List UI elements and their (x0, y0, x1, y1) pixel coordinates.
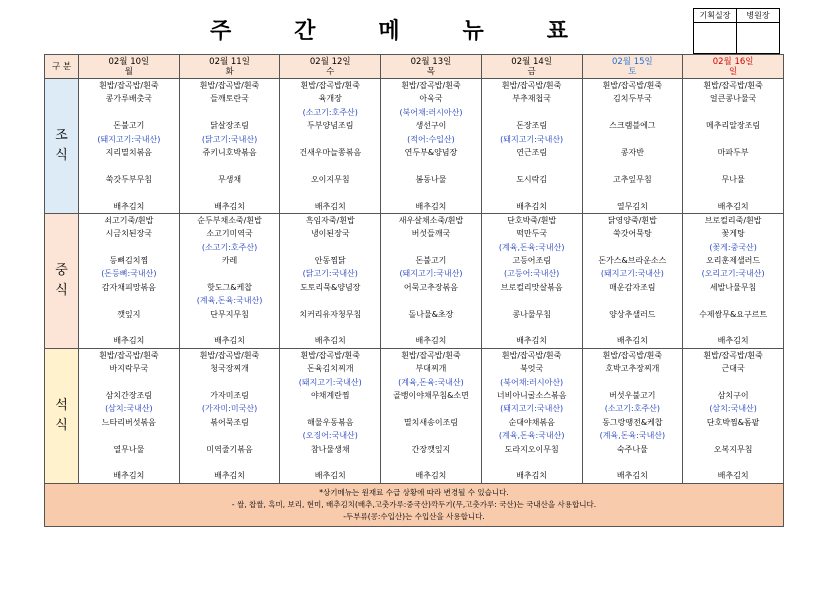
menu-item: 핫도그&케찹 (207, 282, 252, 292)
menu-item: 흰밥/잡곡밥/흰죽 (99, 350, 159, 360)
menu-item: 배추김치 (717, 201, 749, 211)
menu-item (683, 106, 783, 119)
origin-note: (닭고기:국내산) (201, 134, 258, 144)
menu-item: 꽃게탕 (721, 229, 745, 239)
menu-item: 삼치간장조림 (105, 390, 153, 400)
menu-item (280, 294, 380, 307)
menu-item (482, 186, 582, 199)
menu-item (79, 106, 179, 119)
menu-item: 야채계란찜 (310, 390, 350, 400)
menu-item: 배추김치 (214, 201, 246, 211)
menu-item (381, 294, 481, 307)
day-of-week: 금 (527, 66, 536, 77)
menu-item: 들깨토란국 (210, 94, 249, 104)
menu-item: 얼큰콩나물국 (709, 94, 757, 104)
menu-item (583, 294, 683, 307)
menu-item: 배추김치 (113, 336, 145, 346)
menu-item: 볶어묵조림 (210, 417, 249, 427)
menu-item: 순두부채소죽/흰밥 (197, 215, 262, 225)
day-date: 02월 11일 (209, 56, 250, 67)
footer-row (45, 483, 784, 526)
day-of-week: 목 (426, 66, 436, 77)
title-char: 주 (210, 19, 234, 44)
day-of-week: 일 (729, 66, 738, 77)
menu-item (583, 241, 683, 254)
menu-item: 간장깻잎지 (411, 444, 451, 454)
menu-item: 두부양념조림 (307, 121, 354, 131)
day-date: 02월 12일 (309, 56, 351, 67)
origin-note: (돼지고기:국내산) (399, 269, 463, 279)
menu-item (79, 159, 179, 172)
menu-item: 오이지무침 (310, 174, 350, 184)
menu-item (583, 159, 683, 172)
menu-item: 떡만두국 (516, 229, 548, 239)
menu-item: 스크램블에그 (609, 121, 656, 131)
menu-item: 근대국 (721, 364, 745, 374)
menu-item (683, 429, 783, 442)
menu-cell (179, 348, 280, 483)
menu-cell (79, 213, 180, 348)
menu-item: 치커리유자청무침 (299, 309, 362, 319)
menu-item: 돈불고기 (415, 256, 447, 266)
menu-item: 어묵고추장볶음 (403, 282, 459, 292)
menu-item: 배추김치 (415, 201, 447, 211)
origin-note: (가자미:미국산) (201, 404, 258, 414)
footer-notes (45, 483, 784, 526)
meal-label (45, 348, 79, 483)
menu-item: 배추김치 (717, 471, 749, 481)
menu-item (381, 456, 481, 469)
menu-item: 배추김치 (415, 471, 447, 481)
menu-item (381, 186, 481, 199)
approval-signature-slot (737, 23, 780, 54)
menu-item: 배추김치 (113, 471, 145, 481)
menu-item (381, 429, 481, 442)
menu-item (180, 159, 280, 172)
day-header (381, 55, 482, 79)
meal-label-char: 석 (55, 397, 68, 413)
menu-item: 북엇국 (520, 364, 544, 374)
menu-item: 흰밥/잡곡밥/흰죽 (300, 81, 360, 90)
menu-item (482, 294, 582, 307)
origin-note: (계육,돈육:국내산) (599, 431, 666, 441)
origin-note: (계육,돈육:국내산) (398, 377, 464, 387)
menu-item: 안동찜닭 (314, 256, 346, 266)
menu-item: 소고기미역국 (206, 229, 253, 239)
menu-item: 배추김치 (314, 336, 346, 346)
meal-label-char: 식 (55, 417, 68, 433)
weekly-menu-table (44, 54, 784, 527)
menu-item (280, 456, 380, 469)
day-of-week: 화 (225, 66, 234, 77)
menu-cell (280, 213, 381, 348)
menu-item (482, 106, 582, 119)
menu-item (683, 456, 783, 469)
menu-item: 도라지오이무침 (504, 444, 559, 454)
menu-cell (79, 348, 180, 483)
menu-cell (381, 79, 482, 214)
menu-item: 쇠고기죽/흰밥 (104, 215, 154, 225)
menu-item: 새우살채소죽/흰밥 (398, 215, 464, 225)
origin-note: (북어채:러시아산) (399, 107, 463, 117)
menu-cell (280, 348, 381, 483)
menu-item (583, 321, 683, 334)
menu-item: 도토리묵&양념장 (300, 282, 361, 292)
menu-item: 숙주나물 (616, 444, 648, 454)
menu-item: 배추김치 (415, 336, 447, 346)
menu-item (180, 267, 280, 280)
menu-item: 배추김치 (214, 471, 246, 481)
menu-item: 미역줄기볶음 (206, 444, 253, 454)
menu-item: 육개장 (318, 94, 342, 104)
menu-item: 배추김치 (516, 201, 548, 211)
menu-item: 아욱국 (419, 94, 443, 104)
menu-cell (79, 79, 180, 214)
menu-item (180, 456, 280, 469)
menu-item: 열무김치 (616, 201, 648, 211)
menu-cell (582, 213, 683, 348)
menu-item: 느타리버섯볶음 (101, 417, 156, 427)
meal-label (45, 213, 79, 348)
menu-item: 무나물 (721, 174, 745, 184)
menu-item (79, 321, 179, 334)
menu-item (381, 321, 481, 334)
menu-item (583, 376, 683, 389)
menu-item: 배추김치 (616, 336, 648, 346)
menu-item: 수제쌈무&요구르트 (699, 309, 768, 319)
day-header (79, 55, 180, 79)
menu-cell (683, 348, 784, 483)
title-char: 뉴 (462, 19, 486, 44)
menu-item: 오리훈제샐러드 (706, 256, 761, 266)
menu-item: 순대야채볶음 (508, 417, 555, 427)
approval-label: 병원장 (737, 9, 780, 23)
menu-item: 흰밥/잡곡밥/흰죽 (199, 81, 260, 90)
menu-cell (179, 79, 280, 214)
menu-cell (381, 213, 482, 348)
origin-note: (오징어:국내산) (302, 431, 358, 441)
menu-item (79, 376, 179, 389)
origin-note: (돼지고기:국내산) (500, 134, 564, 144)
origin-note: (소고기:호주산) (604, 404, 661, 414)
menu-item (180, 186, 280, 199)
menu-item: 지리멸치볶음 (105, 147, 153, 157)
menu-item: 흰밥/잡곡밥/흰죽 (501, 350, 562, 360)
menu-item: 흰밥/잡곡밥/흰죽 (602, 81, 663, 90)
menu-item: 닭영양죽/흰밥 (607, 215, 657, 225)
menu-item (280, 133, 380, 146)
menu-item (583, 186, 683, 199)
menu-item: 버섯우불고기 (609, 390, 656, 400)
origin-note: (소고기:호주산) (201, 242, 258, 252)
menu-item: 호박고추장찌개 (605, 364, 660, 374)
menu-cell (481, 348, 582, 483)
menu-item (482, 159, 582, 172)
menu-item: 냉이된장국 (310, 229, 350, 239)
menu-item: 배추김치 (214, 336, 246, 346)
origin-note: (돼지고기:국내산) (500, 404, 564, 414)
menu-item: 닭살장조림 (210, 121, 249, 131)
menu-item: 세발나물무침 (709, 282, 757, 292)
menu-item: 봄동나물 (415, 174, 447, 184)
menu-item: 연근조림 (516, 147, 548, 157)
menu-item: 돈장조림 (516, 121, 548, 131)
menu-item: 돌나물&초장 (408, 309, 454, 319)
menu-item (180, 321, 280, 334)
menu-item: 단무지무침 (210, 309, 249, 319)
menu-item: 쥬키니호박볶음 (202, 147, 257, 157)
day-header (179, 55, 280, 79)
menu-item: 부대찌개 (415, 364, 447, 374)
origin-note: (계육,돈육:국내산) (196, 296, 263, 306)
meal-label-char: 식 (55, 147, 68, 163)
menu-item: 무생채 (217, 174, 242, 184)
origin-note: (돼지고기:국내산) (298, 377, 362, 387)
meal-row (45, 213, 784, 348)
menu-item (180, 106, 280, 119)
menu-item (381, 159, 481, 172)
menu-item (583, 106, 683, 119)
menu-item (683, 186, 783, 199)
menu-item: 콩자반 (620, 147, 644, 157)
menu-item: 김치두부국 (613, 94, 652, 104)
menu-item: 생선구이 (415, 121, 447, 131)
menu-item: 콩가루배춧국 (105, 94, 153, 104)
menu-item (79, 456, 179, 469)
origin-note: (계육,돈육:국내산) (498, 431, 565, 441)
menu-item: 쑥갓어묵탕 (613, 229, 652, 239)
meal-label-char: 조 (55, 127, 68, 143)
menu-item (381, 241, 481, 254)
approval-label: 기획실장 (694, 9, 737, 23)
menu-cell (683, 213, 784, 348)
menu-item: 배추김치 (314, 201, 346, 211)
meal-label-char: 중 (55, 262, 68, 278)
menu-item: 골뱅이야채무침&소면 (393, 390, 469, 400)
menu-item: 멸치새송이조림 (403, 417, 459, 427)
origin-note: (북어채:러시아산) (500, 377, 564, 387)
origin-note: (돼지고기:국내산) (97, 134, 161, 144)
meal-row (45, 79, 784, 214)
menu-cell (683, 79, 784, 214)
day-date: 02월 16일 (712, 56, 754, 67)
menu-item: 깻잎지 (117, 309, 141, 319)
day-header (481, 55, 582, 79)
day-of-week: 토 (628, 66, 637, 77)
menu-item: 배추김치 (314, 471, 346, 481)
origin-note: (소고기:호주산) (302, 107, 358, 117)
title-char: 메 (378, 19, 402, 44)
menu-item: 쑥갓두부무침 (105, 174, 153, 184)
menu-item (79, 241, 179, 254)
menu-item: 양상추샐러드 (609, 309, 656, 319)
menu-item: 고등어조림 (512, 256, 551, 266)
menu-item: 카레 (221, 256, 238, 266)
menu-item: 돈불고기 (113, 121, 145, 131)
menu-item (381, 402, 481, 415)
origin-note: (삼치:국내산) (709, 404, 757, 414)
menu-cell (481, 79, 582, 214)
menu-item: 도시락김 (516, 174, 548, 184)
menu-item (180, 429, 280, 442)
menu-item: 버섯들깨국 (411, 229, 451, 239)
footer-note: - 쌀, 찹쌀, 흑미, 보리, 현미, 배추김치(배추,고춧가루:중국산)깍두기(무,고춧가루: 국산)는 국내산을 사용합니다. (231, 499, 597, 509)
page-title (210, 14, 570, 44)
menu-item (683, 376, 783, 389)
origin-note: (계육,돈육:국내산) (498, 242, 565, 252)
meal-row (45, 348, 784, 483)
menu-item: 매운감자조림 (609, 282, 656, 292)
menu-item: 연두부&양념장 (404, 147, 458, 157)
menu-item (79, 429, 179, 442)
header-row (45, 55, 784, 79)
origin-note: (꽃게:중국산) (709, 242, 757, 252)
menu-item (683, 159, 783, 172)
menu-cell (481, 213, 582, 348)
menu-item: 감자채피망볶음 (101, 282, 156, 292)
menu-item: 마파두부 (717, 147, 749, 157)
approval-signature-slot (694, 23, 737, 54)
menu-item: 삼치구이 (717, 390, 749, 400)
footer-note: -두부류(콩:수입산)는 수입산을 사용합니다. (343, 511, 485, 521)
approval-box (693, 8, 780, 54)
menu-item (79, 294, 179, 307)
title-char: 간 (294, 19, 318, 44)
menu-item: 오복지무침 (713, 444, 753, 454)
day-header (280, 55, 381, 79)
menu-item: 브로컬리맛살볶음 (500, 282, 563, 292)
menu-cell (381, 348, 482, 483)
menu-item (280, 321, 380, 334)
day-header (683, 55, 784, 79)
menu-cell (582, 79, 683, 214)
footer-note: *상기메뉴는 원재료 수급 상황에 따라 변경될 수 있습니다. (319, 487, 509, 497)
menu-item (180, 376, 280, 389)
menu-item: 단호박죽/흰밥 (507, 215, 557, 225)
title-char: 표 (546, 19, 570, 44)
menu-item: 등뼈김치찜 (109, 256, 149, 266)
menu-item: 바지락무국 (109, 364, 149, 374)
menu-item (583, 133, 683, 146)
menu-item: 돈가스&브라운소스 (598, 256, 667, 266)
menu-item: 흰밥/잡곡밥/흰죽 (703, 81, 763, 90)
day-date: 02월 13일 (410, 56, 452, 67)
menu-cell (582, 348, 683, 483)
menu-item (280, 402, 380, 415)
day-date: 02월 15일 (611, 56, 653, 67)
menu-item: 브로컬리죽/흰밥 (704, 215, 762, 225)
menu-item: 가자미조림 (210, 390, 249, 400)
day-date: 02월 14일 (511, 56, 553, 67)
menu-item: 단호박찜&돔팥 (706, 417, 760, 427)
menu-item: 흑임자죽/흰밥 (305, 215, 355, 225)
menu-item (280, 241, 380, 254)
origin-note: (고등어:국내산) (504, 269, 560, 279)
menu-item: 건새우마늘쫑볶음 (299, 147, 362, 157)
menu-item: 메추리알장조림 (706, 121, 761, 131)
menu-item: 배추김치 (616, 471, 648, 481)
menu-item: 흰밥/잡곡밥/흰죽 (401, 350, 461, 360)
origin-note: (돈등뼈:국내산) (101, 269, 157, 279)
menu-item: 콩나물무침 (512, 309, 551, 319)
menu-item: 배추김치 (113, 201, 145, 211)
menu-item (583, 456, 683, 469)
menu-item (280, 186, 380, 199)
menu-item: 고추잎무침 (613, 174, 652, 184)
menu-item: 해물우동볶음 (307, 417, 354, 427)
menu-item: 배추김치 (516, 471, 548, 481)
day-of-week: 수 (326, 66, 335, 77)
origin-note: (오리고기:국내산) (701, 269, 765, 279)
menu-item (683, 321, 783, 334)
day-header (582, 55, 683, 79)
menu-item: 열무나물 (113, 444, 145, 454)
menu-item (683, 294, 783, 307)
menu-cell (280, 79, 381, 214)
meal-label (45, 79, 79, 214)
menu-item: 흰밥/잡곡밥/흰죽 (199, 350, 260, 360)
menu-item: 흰밥/잡곡밥/흰죽 (703, 350, 763, 360)
gubun-header: 구 분 (45, 55, 79, 79)
menu-item: 참나물생채 (310, 444, 350, 454)
origin-note: (닭고기:국내산) (302, 269, 358, 279)
menu-item (482, 456, 582, 469)
origin-note: (적어:수입산) (407, 134, 455, 144)
menu-item: 흰밥/잡곡밥/흰죽 (401, 81, 461, 90)
menu-item: 동그랑땡전&케찹 (602, 417, 663, 427)
menu-item: 시금치된장국 (105, 229, 153, 239)
menu-cell (179, 213, 280, 348)
menu-item: 흰밥/잡곡밥/흰죽 (99, 81, 159, 90)
menu-item (280, 159, 380, 172)
menu-item: 돈육김치찌개 (307, 364, 354, 374)
origin-note: (삼치:국내산) (105, 404, 153, 414)
origin-note: (돼지고기:국내산) (600, 269, 664, 279)
menu-item (79, 186, 179, 199)
menu-item (482, 321, 582, 334)
menu-item: 부추재첩국 (512, 94, 551, 104)
menu-item: 흰밥/잡곡밥/흰죽 (501, 81, 562, 90)
day-date: 02월 10일 (108, 56, 150, 67)
day-of-week: 월 (124, 66, 133, 77)
meal-label-char: 식 (55, 282, 68, 298)
menu-item: 배추김치 (717, 336, 749, 346)
menu-item: 흰밥/잡곡밥/흰죽 (300, 350, 360, 360)
menu-item: 배추김치 (516, 336, 548, 346)
menu-item: 청국장찌개 (210, 364, 249, 374)
menu-item: 너비아니굴소스볶음 (496, 390, 567, 400)
menu-item: 흰밥/잡곡밥/흰죽 (602, 350, 663, 360)
menu-item (683, 133, 783, 146)
